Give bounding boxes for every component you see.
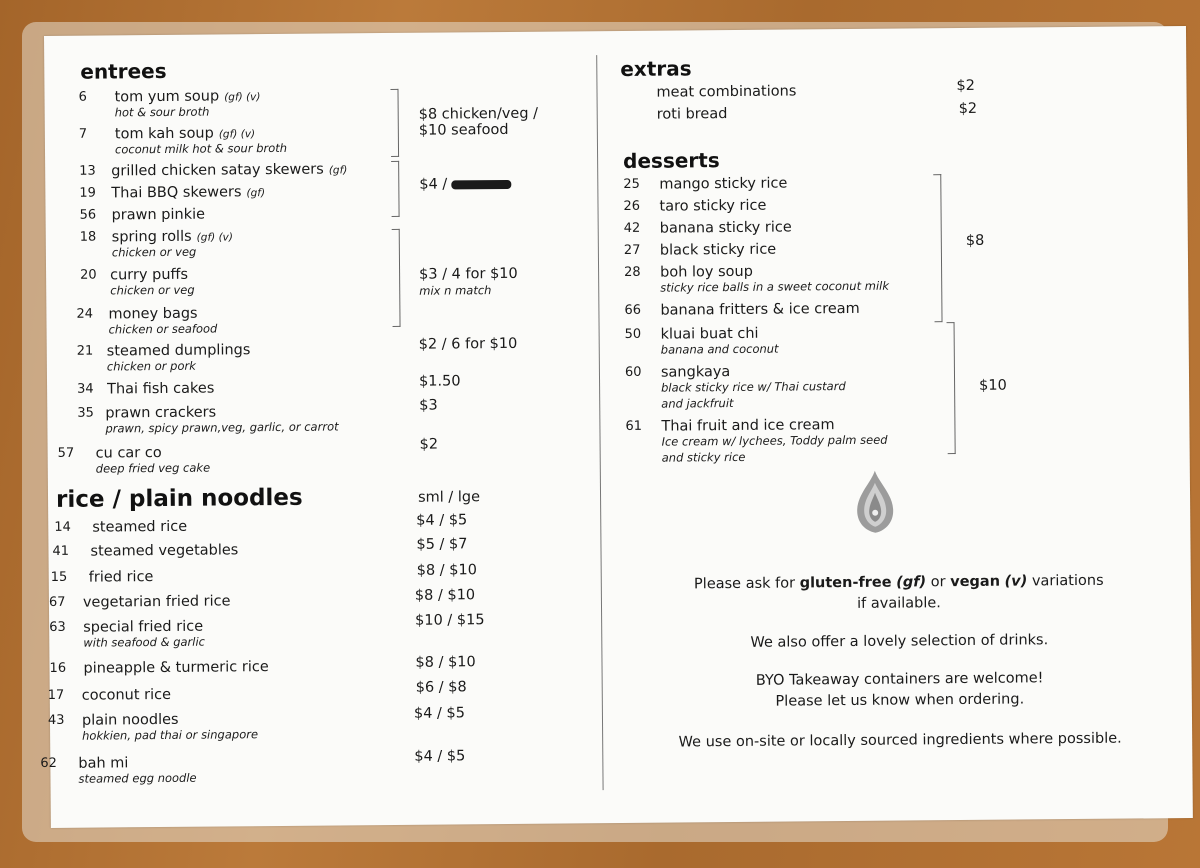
note-text: or [926,574,951,591]
item-number: 21 [76,343,94,359]
item-name: banana fritters & ice cream [660,300,860,319]
item-number: 60 [624,364,642,380]
extras-item [656,83,796,100]
item-number: 43 [47,712,65,728]
item-price: $8 / $10 [415,654,476,671]
item-name: curry puffs [110,266,189,284]
byo-note [620,667,1180,714]
item-name: spring rolls [111,228,192,246]
price-line: $10 seafood [418,121,509,139]
item-price: $8 / $10 [416,562,477,579]
item-tags: (gf) [328,164,348,177]
item-description: with seafood & garlic [83,634,206,650]
item-name: meat combinations [656,83,797,101]
price-line: $3 / 4 for $10 [419,265,518,283]
item-price: $10 / $15 [415,612,485,629]
item-name: steamed rice [92,518,188,536]
item-tags: (gf) [246,187,266,200]
entree-price: $2 / 6 for $10 [418,335,518,353]
entree-price: $1.50 [418,373,461,390]
item-description: coconut milk hot & sour broth [114,140,288,157]
item-name: money bags [108,305,198,323]
item-price: $2 [958,100,978,118]
price-line: $8 chicken/veg / [418,105,539,123]
item-name: Thai BBQ skewers [111,184,242,202]
item-name: plain noodles [81,711,179,729]
item-description: Ice cream w/ lychees, Toddy palm seed [661,432,888,449]
item-number: 57 [57,445,75,461]
drinks-note: We also offer a lovely selection of drinks. [750,632,1049,651]
item-name: taro sticky rice [659,197,767,215]
item-name: prawn crackers [105,404,217,422]
item-number: 35 [77,405,94,421]
entree-price [419,106,539,139]
item-number: 24 [76,306,94,322]
item-name: pineapple & turmeric rice [83,659,269,677]
price-note: mix n match [419,283,492,298]
price-group-bracket [391,161,399,217]
note-text: variations [1027,572,1104,590]
item-number: 15 [50,569,68,585]
item-description: steamed egg noodle [78,770,197,786]
item-number: 67 [48,594,66,610]
item-number: 42 [623,220,641,236]
item-description: prawn, spicy prawn,veg, garlic, or carrot [105,419,339,436]
item-number: 7 [78,126,88,142]
entree-price: $3 [419,397,438,414]
dessert-group-price: $8 [965,232,985,249]
item-number: 20 [80,267,97,283]
item-number: 6 [78,89,87,105]
item-description: chicken or veg [110,282,195,298]
item-name: cu car co [95,444,162,462]
item-tags: (gf) (v) [218,128,256,141]
extras-heading: extras [620,56,692,81]
item-number: 13 [79,163,96,179]
redaction-mark [451,179,511,189]
entree-price: $2 [419,436,439,453]
item-tags: (gf) (v) [224,91,261,104]
item-name: tom kah soup [114,125,214,143]
ingredients-note: We use on-site or locally sourced ingredients where possible. [678,730,1122,751]
item-name: black sticky rice [659,241,777,259]
price-group-bracket [947,322,956,454]
size-header: sml / lge [417,489,481,506]
vegan-label: vegan [950,573,1001,591]
item-number: 14 [54,519,71,535]
item-name: Thai fruit and ice cream [661,417,835,435]
item-name: sangkaya [660,364,731,381]
item-number: 66 [624,302,642,318]
item-number: 41 [52,543,70,559]
gluten-free-label: gluten-free [799,574,892,592]
item-number: 34 [77,381,94,397]
item-name: kluai buat chi [660,325,759,343]
item-description: sticky rice balls in a sweet coconut milk [660,278,890,295]
item-name: banana sticky rice [659,219,792,237]
item-number: 61 [625,418,643,434]
entree-price [419,176,511,193]
note-text: BYO Takeaway containers are welcome! [755,670,1044,689]
menu-sheet [40,26,1193,828]
item-name: roti bread [656,106,728,123]
item-number: 63 [49,619,66,635]
dessert-group-price: $10 [979,377,1007,394]
item-name: fried rice [88,569,154,586]
item-tags: (gf) (v) [196,231,234,244]
note-text: Please let us know when ordering. [775,691,1025,710]
item-description: and jackfruit [661,395,734,411]
note-text: Please ask for [693,575,800,593]
item-number: 25 [623,176,640,192]
item-description: chicken or veg [111,244,197,260]
price-group-bracket [392,229,401,327]
item-description: hot & sour broth [114,104,210,120]
item-number: 27 [623,242,641,258]
dietary-note [619,570,1179,617]
column-divider [596,55,603,790]
item-name: bah mi [78,755,129,772]
v-tag: (v) [1004,573,1028,590]
item-description: chicken or pork [106,358,196,374]
item-number: 18 [79,229,97,245]
thai-leaf-ornament-icon [853,469,898,535]
item-price: $4 / $5 [416,512,468,529]
item-name: steamed vegetables [90,542,239,560]
item-number: 28 [624,264,641,280]
item-name: vegetarian fried rice [82,593,231,611]
item-name: tom yum soup [114,88,220,106]
item-name: prawn pinkie [111,206,206,224]
item-number: 16 [49,660,67,676]
item-number: 26 [623,198,641,214]
item-name: mango sticky rice [659,175,788,193]
item-price: $4 / $5 [414,748,466,765]
item-name: special fried rice [83,618,204,636]
entrees-heading: entrees [80,58,167,84]
item-number: 19 [79,185,96,201]
item-description: black sticky rice w/ Thai custard [661,379,846,395]
item-name: Thai fish cakes [107,380,215,398]
item-number: 50 [624,326,642,342]
item-name: coconut rice [81,686,172,704]
item-description: hokkien, pad thai or singapore [82,727,259,743]
item-number: 17 [47,687,65,703]
price-group-bracket [390,89,399,157]
item-price: $5 / $7 [416,536,468,553]
item-description: chicken or seafood [108,321,218,337]
item-description: deep fried veg cake [95,460,211,476]
desserts-heading: desserts [623,148,720,173]
item-name: grilled chicken satay skewers [111,161,324,180]
price-line: $4 / [419,176,448,193]
item-number: 62 [40,755,57,772]
item-price: $8 / $10 [414,587,476,604]
item-number: 56 [79,207,97,223]
note-text: if available. [857,595,941,612]
item-description: and sticky rice [661,449,746,465]
entree-price [419,266,518,298]
item-price: $4 / $5 [413,705,466,722]
rice-noodles-heading: rice / plain noodles [55,484,303,513]
item-name: steamed dumplings [106,342,251,360]
gf-tag: (gf) [896,574,927,591]
item-price: $6 / $8 [415,679,467,696]
item-price: $2 [956,77,975,95]
item-name: boh loy soup [660,263,753,281]
extras-item [657,106,728,123]
item-description: banana and coconut [660,341,779,357]
price-group-bracket [933,174,942,322]
